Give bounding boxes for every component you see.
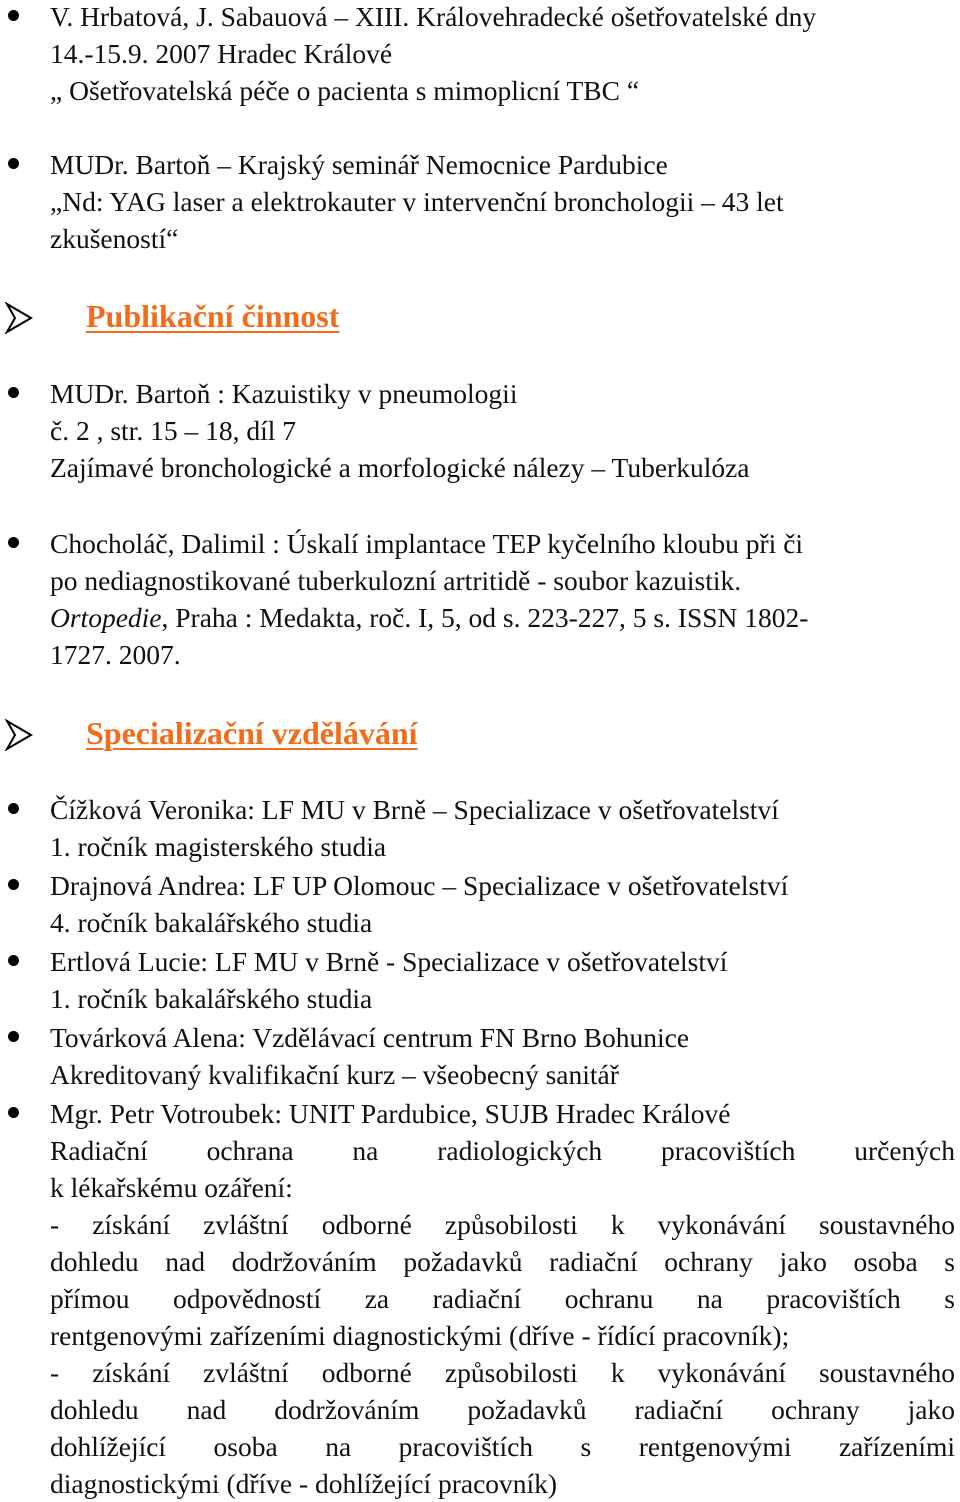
text-line: „Nd: YAG laser a elektrokauter v intervenční bronchologii – 43 let: [50, 186, 784, 217]
text-line: 1. ročník magisterského studia: [50, 831, 387, 862]
bullet-icon: [8, 1031, 19, 1042]
citation-details: , Praha : Medakta, roč. I, 5, od s. 223-227, 5 s. ISSN 1802-: [161, 602, 809, 633]
text-line: MUDr. Bartoň – Krajský seminář Nemocnice Pardubice: [50, 149, 668, 180]
text-line: - získání zvláštní odborné způsobilosti k vykonávání soustavného: [50, 1357, 955, 1388]
text-line: Chocholáč, Dalimil : Úskalí implantace TEP kyčelního kloubu při či: [50, 528, 804, 559]
section-heading-publication: [0, 296, 960, 340]
section-title: Specializační vzdělávání: [86, 715, 418, 751]
text-line: k lékařskému ozáření:: [50, 1172, 293, 1203]
list-item: [50, 525, 955, 673]
journal-name: Ortopedie: [50, 602, 162, 633]
text-line: dohlížející osoba na pracovištích s rentgenovými zařízeními: [50, 1431, 955, 1462]
arrow-bullet-icon: [4, 719, 34, 751]
bullet-icon: [8, 879, 19, 890]
list-item: [50, 867, 955, 941]
text-line: dohledu nad dodržováním požadavků radiační ochrany jako osoba s: [50, 1246, 955, 1277]
text-line: po nediagnostikované tuberkulozní artritidě - soubor kazuistik.: [50, 565, 742, 596]
text-line: přímou odpovědností za radiační ochranu na pracovištích s: [50, 1283, 955, 1314]
text-line: Ertlová Lucie: LF MU v Brně - Specializace v ošetřovatelství: [50, 946, 728, 977]
text-line: „ Ošetřovatelská péče o pacienta s mimoplicní TBC “: [50, 75, 640, 106]
text-line: zkušeností“: [50, 223, 179, 254]
text-line: Akreditovaný kvalifikační kurz – všeobecný sanitář: [50, 1059, 619, 1090]
arrow-bullet-icon: [4, 302, 34, 334]
list-item: [50, 1095, 955, 1502]
bullet-icon: [8, 158, 19, 169]
text-line: Mgr. Petr Votroubek: UNIT Pardubice, SUJB Hradec Králové: [50, 1098, 731, 1129]
text-line: rentgenovými zařízeními diagnostickými (dříve - řídící pracovník);: [50, 1320, 790, 1351]
text-line: - získání zvláštní odborné způsobilosti k vykonávání soustavného: [50, 1209, 955, 1240]
text-line: Radiační ochrana na radiologických pracovištích určených: [50, 1135, 955, 1166]
text-line: Továrková Alena: Vzdělávací centrum FN Brno Bohunice: [50, 1022, 690, 1053]
text-line: V. Hrbatová, J. Sabauová – XIII. Královehradecké ošetřovatelské dny: [50, 1, 817, 32]
section-title: Publikační činnost: [86, 298, 340, 334]
text-line: 4. ročník bakalářského studia: [50, 907, 373, 938]
text-line: dohledu nad dodržováním požadavků radiační ochrany jako: [50, 1394, 955, 1425]
text-line: Zajímavé bronchologické a morfologické nálezy – Tuberkulóza: [50, 452, 750, 483]
list-item: [50, 791, 955, 865]
bullet-icon: [8, 387, 19, 398]
text-line: MUDr. Bartoň : Kazuistiky v pneumologii: [50, 378, 518, 409]
bullet-icon: [8, 10, 19, 21]
bullet-icon: [8, 537, 19, 548]
list-item: [50, 146, 955, 257]
text-line: 1727. 2007.: [50, 639, 181, 670]
text-line: Drajnová Andrea: LF UP Olomouc – Specializace v ošetřovatelství: [50, 870, 789, 901]
text-line: 1. ročník bakalářského studia: [50, 983, 373, 1014]
bullet-icon: [8, 1107, 19, 1118]
text-line: 14.-15.9. 2007 Hradec Králové: [50, 38, 393, 69]
list-item: [50, 943, 955, 1017]
text-line: Čížková Veronika: LF MU v Brně – Specializace v ošetřovatelství: [50, 794, 779, 825]
section-heading-specialization: [0, 713, 960, 757]
list-item: [50, 375, 955, 486]
text-line: diagnostickými (dříve - dohlížející pracovník): [50, 1468, 558, 1499]
text-line: [50, 599, 955, 636]
bullet-icon: [8, 803, 19, 814]
bullet-icon: [8, 955, 19, 966]
list-item: [50, 1019, 955, 1093]
list-item: [50, 0, 955, 109]
text-line: č. 2 , str. 15 – 18, díl 7: [50, 415, 296, 446]
